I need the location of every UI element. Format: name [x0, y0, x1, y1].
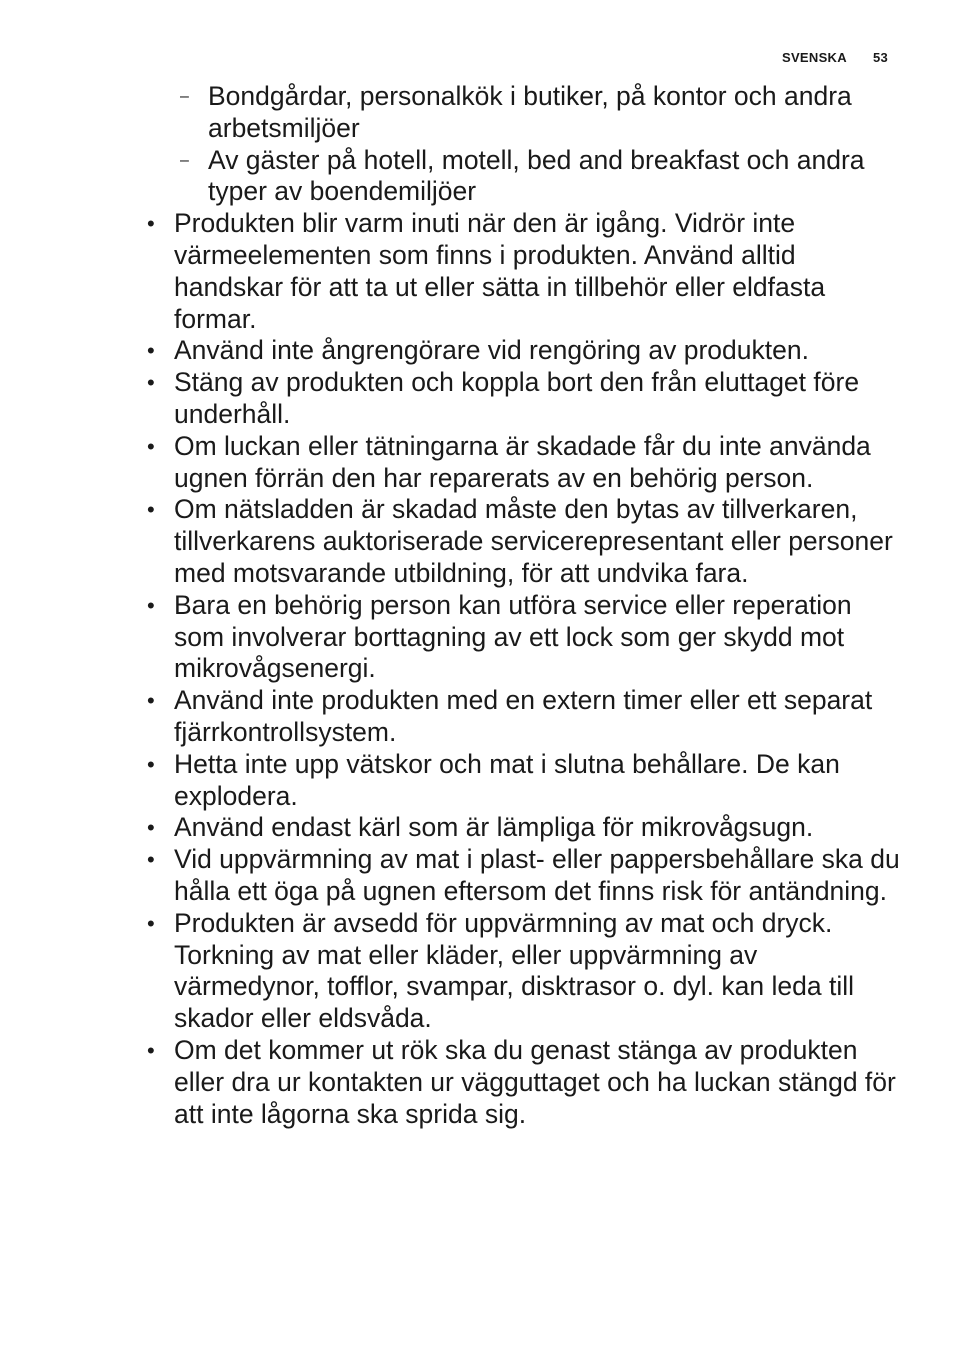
bullet-list [140, 208, 900, 1130]
bullet-item: • Använd inte ångrengörare vid rengöring av produkten. [140, 335, 900, 367]
page-number: 53 [872, 50, 888, 65]
bullet-item: • Hetta inte upp vätskor och mat i slutna behållare. De kan explodera. [140, 749, 900, 813]
bullet-item: • Bara en behörig person kan utföra service eller reperation som involverar borttagning av ett lock som ger skydd mot mikrovågsenergi. [140, 590, 900, 685]
page-header [782, 50, 888, 65]
bullet-item: • Stäng av produkten och koppla bort den från eluttaget före underhåll. [140, 367, 900, 431]
bullet-item: • Om det kommer ut rök ska du genast stänga av produkten eller dra ur kontakten ur vägguttaget och ha luckan stängd för att inte lågorna ska sprida sig. [140, 1035, 900, 1130]
sub-list [140, 81, 900, 208]
sub-list-item: – Av gäster på hotell, motell, bed and breakfast och andra typer av boendemiljöer [140, 145, 900, 209]
bullet-item: • Använd endast kärl som är lämpliga för mikrovågsugn. [140, 812, 900, 844]
sub-list-item: – Bondgårdar, personalkök i butiker, på kontor och andra arbetsmiljöer [140, 81, 900, 145]
document-body [140, 81, 900, 1130]
bullet-item: • Produkten blir varm inuti när den är igång. Vidrör inte värmeelementen som finns i produkten. Använd alltid handskar för att ta ut eller sätta in tillbehör eller eldfasta formar. [140, 208, 900, 335]
bullet-item: • Om luckan eller tätningarna är skadade får du inte använda ugnen förrän den har reparerats av en behörig person. [140, 431, 900, 495]
bullet-item: • Om nätsladden är skadad måste den bytas av tillverkaren, tillverkarens auktoriserade servicerepresentant eller personer med motsvarande utbildning, för att undvika fara. [140, 494, 900, 589]
bullet-item: • Vid uppvärmning av mat i plast- eller pappersbehållare ska du hålla ett öga på ugnen eftersom det finns risk för antändning. [140, 844, 900, 908]
bullet-item: • Använd inte produkten med en extern timer eller ett separat fjärrkontrollsystem. [140, 685, 900, 749]
language-label: SVENSKA [781, 50, 847, 65]
bullet-item: • Produkten är avsedd för uppvärmning av mat och dryck. Torkning av mat eller kläder, eller uppvärmning av värmedynor, tofflor, svampar, disktrasor o. dyl. kan leda till skador eller eldsvåda. [140, 908, 900, 1035]
